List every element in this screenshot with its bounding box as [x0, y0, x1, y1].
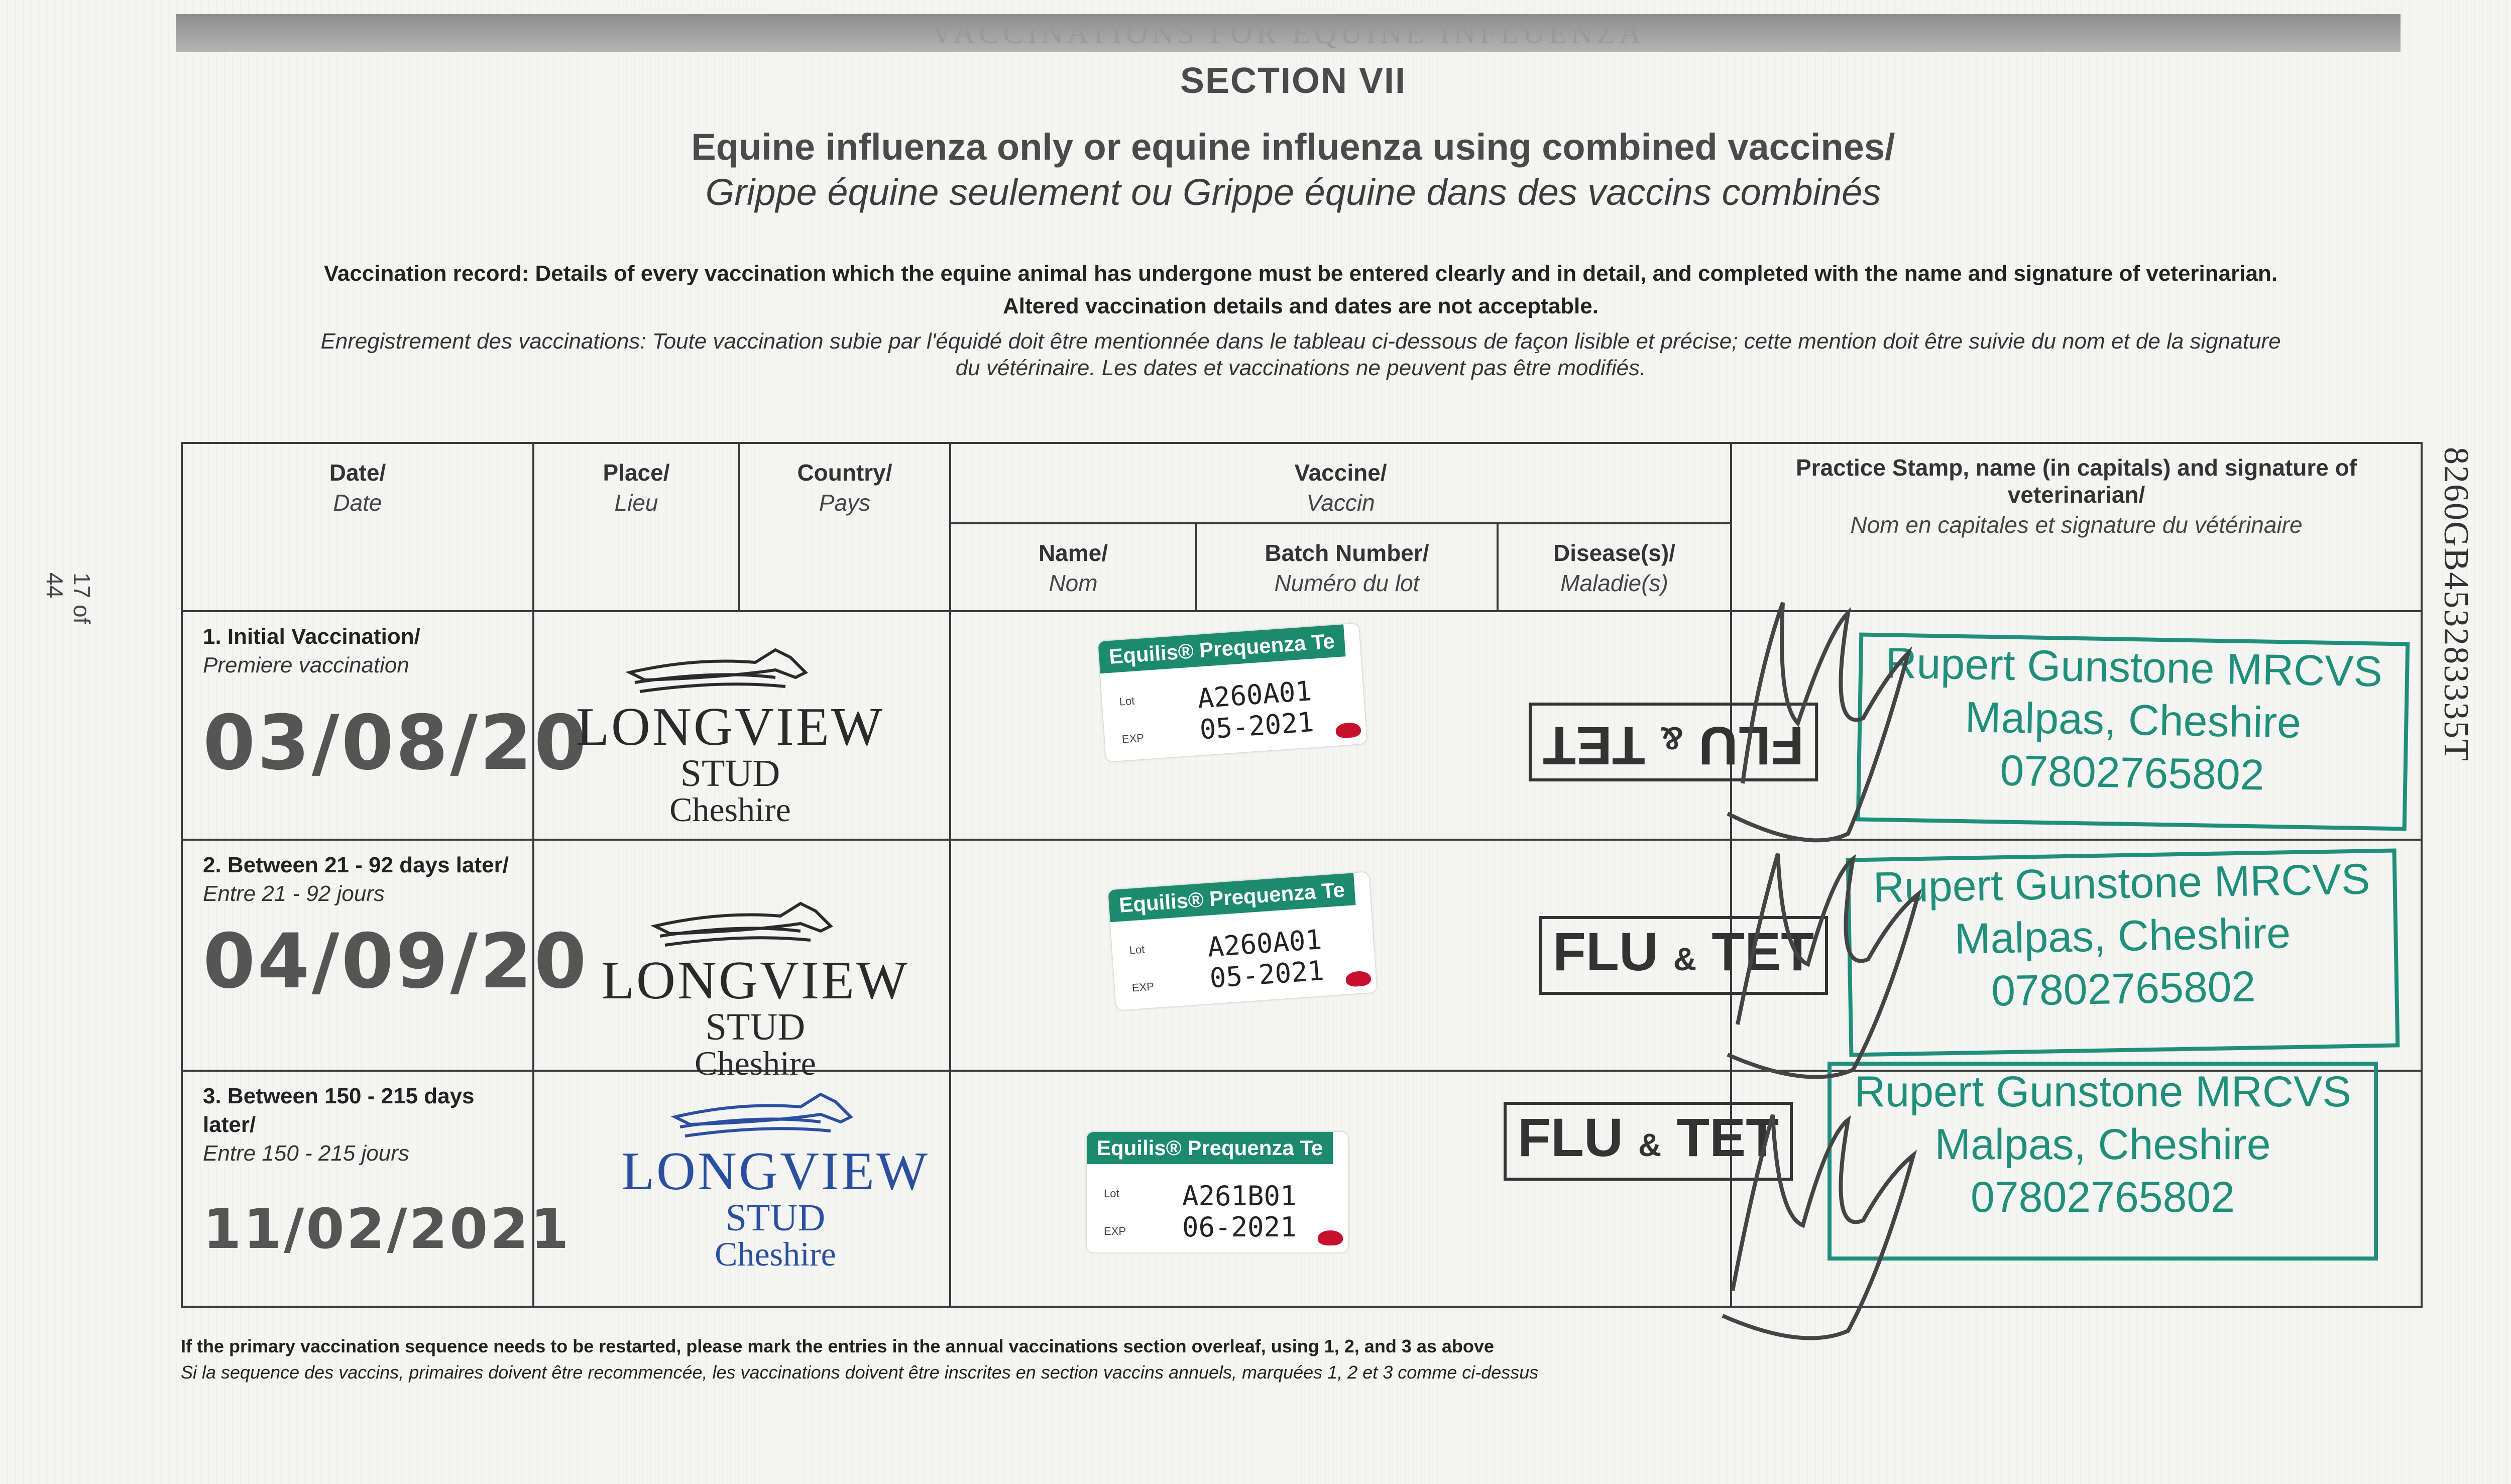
disease-stamp: FLU & TET [1539, 916, 1828, 995]
vaccine-sticker: Equilis® Prequenza Te Lot A260A01 EXP 05-2021 [1098, 623, 1366, 762]
instructions-en-line1: Vaccination record: Details of every vaccination which the equine animal has undergone must be entered clearly and in detail, and completed with the name and signature of veterinarian. [323, 261, 2278, 286]
header-country: Country/ Pays [739, 443, 950, 611]
vaccination-date: 04/09/20 [203, 918, 589, 1006]
instructions-fr-line1: Enregistrement des vaccinations: Toute vaccination subie par l'équidé doit être mentionnée dans le tableau ci-dessous de façon lisible et précise; cette mention doit être suivie du nom et de la signature [320, 329, 2281, 354]
footer-note-en: If the primary vaccination sequence needs to be restarted, please mark the entries in the annual vaccinations section overleaf, using 1, 2, and 3 as above [181, 1336, 1494, 1356]
vaccination-table [181, 442, 2423, 1308]
table-row [182, 1071, 2422, 1307]
row-label-fr: Entre 150 - 215 jours [203, 1141, 409, 1166]
table-row [182, 611, 2422, 840]
header-disease: Disease(s)/ Maladie(s) [1498, 523, 1731, 611]
row-label: 1. Initial Vaccination/ [203, 624, 420, 649]
place-cell [533, 611, 950, 840]
header-place: Place/ Lieu [533, 443, 739, 611]
vaccine-sticker: Equilis® Prequenza Te Lot A261B01 EXP 06-2021 [1087, 1132, 1348, 1252]
table-row [182, 840, 2422, 1071]
practice-stamp: Rupert Gunstone MRCVS Malpas, Cheshire 07802765802 [1846, 848, 2400, 1057]
header-band-text: VACCINATIONS FOR EQUINE INFLUENZA [931, 17, 1645, 50]
vaccine-cell [950, 611, 1804, 840]
passport-number: 8260GB453283335T [2437, 447, 2475, 762]
instructions-en-line2: Altered vaccination details and dates are not acceptable. [1003, 294, 1599, 318]
subtitle-french: Grippe équine seulement ou Grippe équine dans des vaccins combinés [705, 171, 1881, 213]
vaccine-cell [950, 1071, 1779, 1307]
row-label-cell [182, 840, 589, 1071]
vaccination-date: 11/02/2021 [203, 1196, 571, 1261]
header-vaccine: Vaccine/ Vaccin [950, 443, 1731, 523]
disease-stamp: FLU & TET [1529, 703, 1818, 781]
signature-icon [1697, 573, 1949, 1376]
disease-stamp: FLU & TET [1504, 1102, 1793, 1181]
header-band [176, 14, 2401, 52]
vaccine-sticker: Equilis® Prequenza Te Lot A260A01 EXP 05-2021 [1108, 872, 1377, 1010]
subtitle-english: Equine influenza only or equine influenza using combined vaccines/ [691, 126, 1895, 168]
page-marker: 17 of 44 [42, 573, 95, 624]
practice-stamp: Rupert Gunstone MRCVS Malpas, Cheshire 07802765802 [1856, 632, 2410, 831]
row-label: 2. Between 21 - 92 days later/ [203, 853, 509, 877]
header-date: Date/ Date [182, 443, 533, 611]
place-cell [533, 840, 950, 1082]
footer-note-fr: Si la sequence des vaccins, primaires doivent être recommencée, les vaccinations doivent être inscrites en section vaccins annuels, marquées 1, 2 et 3 comme ci-dessus [181, 1362, 1539, 1383]
header-vaccine-name: Name/ Nom [950, 523, 1196, 611]
row-label-fr: Premiere vaccination [203, 653, 409, 678]
stud-logo: LONGVIEW STUD Cheshire [575, 642, 886, 827]
practice-stamp: Rupert Gunstone MRCVS Malpas, Cheshire 07802765802 [1828, 1062, 2378, 1261]
section-title: SECTION VII [1180, 61, 1407, 101]
instructions-fr-line2: du vétérinaire. Les dates et vaccinations ne peuvent pas être modifiés. [955, 356, 1646, 380]
stud-logo: LONGVIEW STUD Cheshire [600, 896, 911, 1080]
row-label-cell [182, 1071, 571, 1307]
row-label: 3. Between 150 - 215 days later/ [203, 1084, 475, 1137]
horse-logo-icon [650, 896, 861, 951]
row-label-fr: Entre 21 - 92 jours [203, 881, 385, 906]
row-label-cell [182, 611, 589, 840]
vaccine-cell [950, 840, 1814, 1071]
vaccination-date: 03/08/20 [203, 700, 589, 787]
header-batch-number: Batch Number/ Numéro du lot [1196, 523, 1498, 611]
horse-logo-icon [625, 642, 836, 698]
horse-logo-icon [670, 1087, 881, 1142]
stud-logo: LONGVIEW STUD Cheshire [610, 1087, 941, 1271]
place-cell [533, 1071, 950, 1307]
header-stamp: Practice Stamp, name (in capitals) and signature of veterinarian/ Nom en capitales et signature du vétérinaire [1731, 443, 2422, 611]
